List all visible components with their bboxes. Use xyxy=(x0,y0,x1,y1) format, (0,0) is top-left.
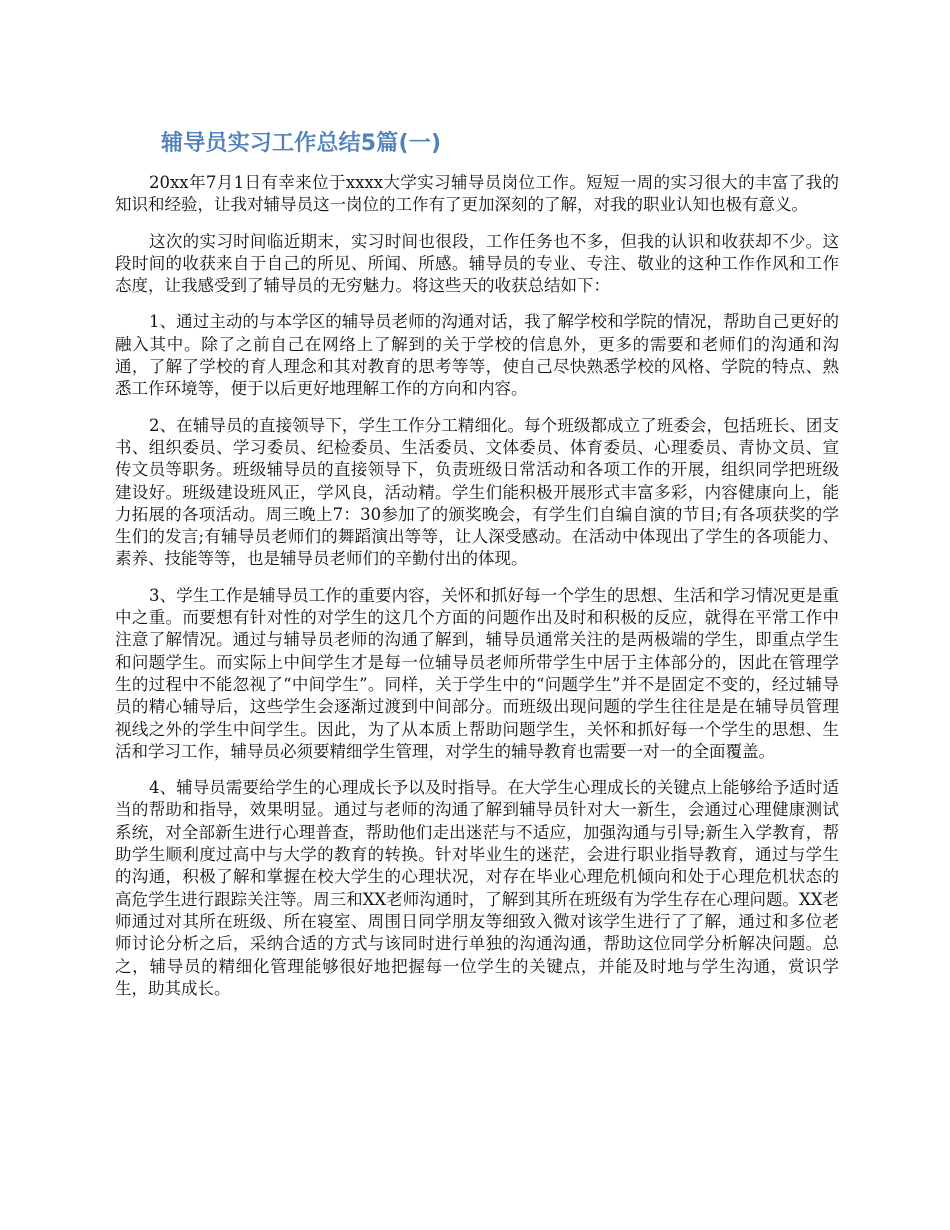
document-title: 辅导员实习工作总结5篇(一) xyxy=(161,131,442,156)
paragraph-point-4: 4、辅导员需要给学生的心理成长予以及时指导。在大学生心理成长的关键点上能够给予适时适当的帮助和指导，效果明显。通过与老师的沟通了解到辅导员针对大一新生，会通过心理健康测试系统，对全部新生进行心理普查，帮助他们走出迷茫与不适应，加强沟通与引导;新生入学教育，帮助学生顺利度过高中与大学的教育的转换。针对毕业生的迷茫，会进行职业指导教育，通过与学生的沟通，积极了解和掌握在校大学生的心理状况，对存在毕业心理危机倾向和处于心理危机状态的高危学生进行跟踪关注等。周三和XX老师沟通时，了解到其所在班级有为学生存在心理问题。XX老师通过对其所在班级、所在寝室、周围日同学朋友等细致入微对该学生进行了了解，通过和多位老师讨论分析之后，采纳合适的方式与该同时进行单独的沟通沟通，帮助这位同学分析解决问题。总之，辅导员的精细化管理能够很好地把握每一位学生的关键点，并能及时地与学生沟通，赏识学生，助其成长。 xyxy=(115,778,839,998)
paragraph-intro: 20xx年7月1日有幸来位于xxxx大学实习辅导员岗位工作。短短一周的实习很大的丰富了我的知识和经验，让我对辅导员这一岗位的工作有了更加深刻的了解，对我的职业认知也极有意义。 xyxy=(115,173,839,215)
paragraph-point-3: 3、学生工作是辅导员工作的重要内容，关怀和抓好每一个学生的思想、生活和学习情况更是重中之重。而要想有针对性的对学生的这几个方面的问题作出及时和积极的反应，就得在平常工作中注意了解情况。通过与辅导员老师的沟通了解到，辅导员通常关注的是两极端的学生，即重点学生和问题学生。而实际上中间学生才是每一位辅导员老师所带学生中居于主体部分的，因此在管理学生的过程中不能忽视了“中间学生”。同样，关于学生中的“问题学生”并不是固定不变的，经过辅导员的精心辅导后，这些学生会逐渐过渡到中间部分。而班级出现问题的学生往往是是在辅导员管理视线之外的学生中间学生。因此，为了从本质上帮助问题学生，关怀和抓好每一个学生的思想、生活和学习工作，辅导员必须要精细学生管理，对学生的辅导教育也需要一对一的全面覆盖。 xyxy=(115,585,839,761)
paragraph-point-1: 1、通过主动的与本学区的辅导员老师的沟通对话，我了解学校和学院的情况，帮助自己更好的融入其中。除了之前自己在网络上了解到的关于学校的信息外，更多的需要和老师们的沟通和沟通，了解了学校的育人理念和其对教育的思考等等，使自己尽快熟悉学校的风格、学院的特点、熟悉工作环境等，便于以后更好地理解工作的方向和内容。 xyxy=(115,312,839,399)
paragraph-overview: 这次的实习时间临近期末，实习时间也很段，工作任务也不多，但我的认识和收获却不少。这段时间的收获来自于自己的所见、所闻、所感。辅导员的专业、专注、敬业的这种工作作风和工作态度，让我感受到了辅导员的无穷魅力。将这些天的收获总结如下： xyxy=(115,231,839,296)
paragraph-point-2: 2、在辅导员的直接领导下，学生工作分工精细化。每个班级都成立了班委会，包括班长、团支书、组织委员、学习委员、纪检委员、生活委员、文体委员、体育委员、心理委员、青协文员、宣传文员等职务。班级辅导员的直接领导下，负责班级日常活动和各项工作的开展，组织同学把班级建设好。班级建设班风正，学风良，活动精。学生们能积极开展形式丰富多彩，内容健康向上，能力拓展的各项活动。周三晚上7：30参加了的颁奖晚会，有学生们自编自演的节目;有各项获奖的学生们的发言;有辅导员老师们的舞蹈演出等等，让人深受感动。在活动中体现出了学生的各项能力、素养、技能等等，也是辅导员老师们的辛勤付出的体现。 xyxy=(115,415,839,569)
document-body xyxy=(115,172,839,1014)
